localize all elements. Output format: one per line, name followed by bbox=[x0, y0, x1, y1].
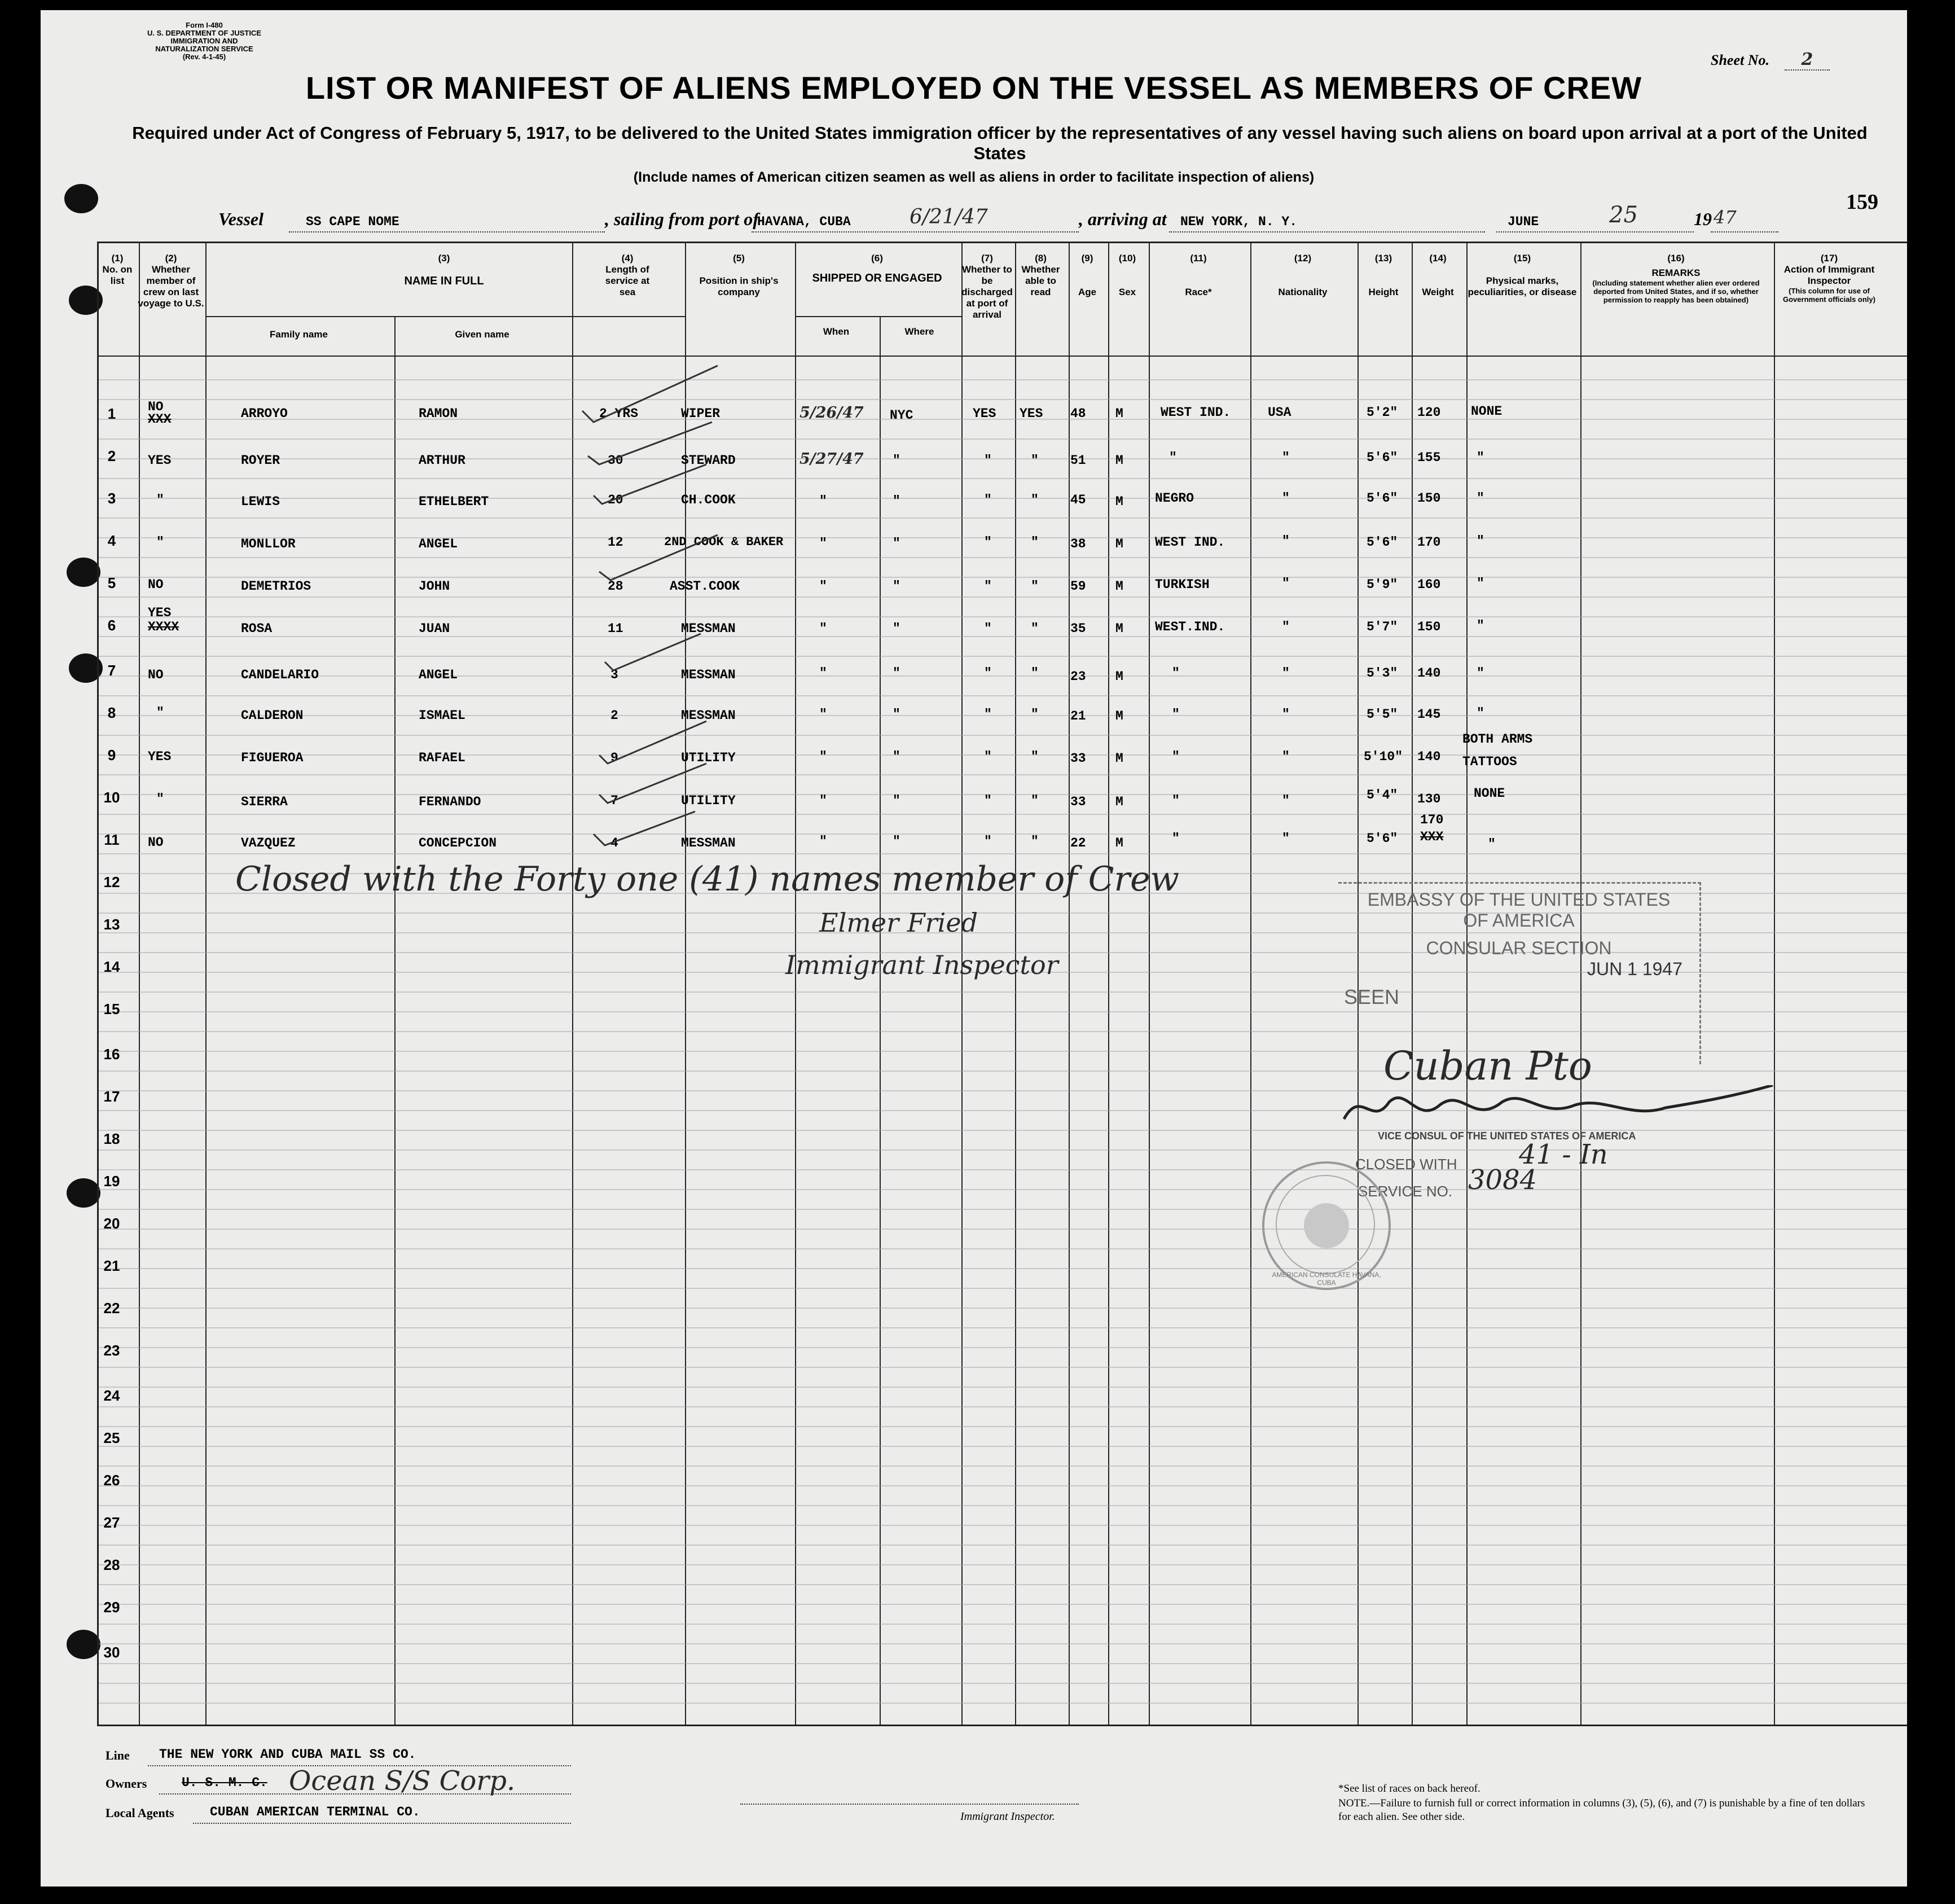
cell-discharged: " bbox=[984, 493, 992, 507]
cell-service: 7 bbox=[610, 793, 618, 808]
cell-position: MESSMAN bbox=[681, 668, 736, 682]
cell-able-to-read: " bbox=[1031, 621, 1039, 636]
cell-physical-marks: NONE bbox=[1471, 404, 1503, 419]
handwritten-inspector-name: Elmer Fried bbox=[819, 907, 978, 938]
cell-discharged: " bbox=[984, 621, 992, 636]
cell-where: " bbox=[893, 494, 900, 508]
cell-sex: M bbox=[1115, 669, 1123, 684]
cell-when: " bbox=[819, 793, 827, 808]
cell-height: 5'6" bbox=[1367, 491, 1398, 506]
cell-height: 5'4" bbox=[1367, 788, 1398, 802]
header-weight: (14) Weight bbox=[1422, 253, 1454, 297]
cell-when: " bbox=[819, 536, 827, 551]
cell-able-to-read: " bbox=[1031, 535, 1039, 550]
embassy-stamp bbox=[1338, 882, 1701, 1064]
cell-service: 2 bbox=[610, 708, 618, 723]
cell-nationality: " bbox=[1282, 534, 1290, 549]
cell-prev-voyage: NO bbox=[148, 835, 164, 850]
cell-family-name: ROYER bbox=[241, 453, 280, 468]
cell-weight: 145 bbox=[1417, 707, 1441, 722]
cell-physical-marks: " bbox=[1488, 837, 1496, 852]
check-marks bbox=[571, 349, 763, 857]
page-subtitle: Required under Act of Congress of February 5, 1917, to be delivered to the United States immigration officer by the representatives of any vessel having such aliens on board upon arrival at a port of the United States bbox=[132, 123, 1868, 163]
cell-age: 33 bbox=[1070, 795, 1086, 809]
row-number: 4 bbox=[107, 532, 116, 549]
cell-where: " bbox=[893, 536, 900, 551]
cell-when: " bbox=[819, 749, 827, 764]
cell-service: 3 bbox=[610, 668, 618, 682]
cell-discharged: " bbox=[984, 793, 992, 808]
cell-position: WIPER bbox=[681, 406, 721, 421]
row-number: 29 bbox=[103, 1599, 120, 1616]
cell-age: 51 bbox=[1070, 453, 1086, 468]
header-remarks: (16) REMARKS (Including statement whether alien ever ordered deported from United States, and if so, whether permission to reapply has been obtained) bbox=[1592, 253, 1760, 304]
service-note: 41 - In bbox=[1519, 1139, 1608, 1170]
cell-able-to-read: " bbox=[1031, 834, 1039, 849]
binder-hole bbox=[67, 558, 100, 587]
cell-physical-marks: BOTH ARMS TATTOOS bbox=[1462, 732, 1533, 769]
cell-height: 5'9" bbox=[1367, 577, 1398, 592]
cell-age: 45 bbox=[1070, 493, 1086, 507]
row-number: 19 bbox=[103, 1173, 120, 1190]
header-name-in-full: (3) NAME IN FULL bbox=[404, 253, 484, 287]
cell-position: UTILITY bbox=[681, 793, 736, 808]
row-number: 25 bbox=[103, 1429, 120, 1446]
page-number-stamp: 159 bbox=[1846, 190, 1878, 214]
cell-able-to-read: YES bbox=[1020, 406, 1043, 421]
cell-when: 5/27/47 bbox=[799, 450, 864, 468]
cell-where: NYC bbox=[890, 408, 913, 423]
cell-age: 59 bbox=[1070, 579, 1086, 594]
header-age: (9) Age bbox=[1078, 253, 1097, 297]
cell-family-name: DEMETRIOS bbox=[241, 579, 311, 594]
cell-height: 5'5" bbox=[1367, 707, 1398, 722]
cell-discharged: " bbox=[984, 749, 992, 764]
cell-able-to-read: " bbox=[1031, 666, 1039, 681]
cell-given-name: ARTHUR bbox=[419, 453, 465, 468]
header-able-to-read: (8) Whether able to read bbox=[1021, 253, 1060, 297]
vessel-name: SS CAPE NOME bbox=[306, 214, 399, 229]
cell-discharged: " bbox=[984, 535, 992, 550]
cell-given-name: CONCEPCION bbox=[419, 836, 497, 850]
cell-family-name: CANDELARIO bbox=[241, 668, 319, 682]
cell-prev-voyage: " bbox=[156, 705, 164, 720]
header-discharged: (7) Whether to be discharged at port of arrival bbox=[961, 253, 1013, 320]
cell-nationality: " bbox=[1282, 576, 1290, 591]
cell-nationality: " bbox=[1282, 707, 1290, 722]
cell-weight: 170 bbox=[1417, 535, 1441, 550]
header-given-name: Given name bbox=[455, 329, 509, 340]
header-length-of-service: (4) Length of service at sea bbox=[605, 253, 650, 297]
cell-given-name: ANGEL bbox=[419, 537, 458, 551]
cell-weight: 150 bbox=[1417, 620, 1441, 634]
sailing-label: , sailing from port of bbox=[605, 209, 759, 229]
cell-nationality: " bbox=[1282, 831, 1290, 846]
cell-physical-marks: " bbox=[1477, 576, 1484, 591]
local-agents-value: CUBAN AMERICAN TERMINAL CO. bbox=[210, 1805, 420, 1819]
header-race: (11) Race* bbox=[1185, 253, 1212, 297]
manifest-page bbox=[41, 10, 1907, 1887]
cell-nationality: " bbox=[1282, 620, 1290, 634]
embassy-seen: SEEN bbox=[1344, 985, 1400, 1008]
row-number: 14 bbox=[103, 958, 120, 975]
local-agents-label: Local Agents bbox=[106, 1806, 174, 1820]
arriving-label: , arriving at bbox=[1079, 209, 1167, 229]
header-when: When bbox=[823, 326, 850, 337]
cell-sex: M bbox=[1115, 621, 1123, 636]
cell-able-to-read: " bbox=[1031, 749, 1039, 764]
cell-given-name: FERNANDO bbox=[419, 795, 481, 809]
cell-sex: M bbox=[1115, 453, 1123, 468]
cell-nationality: " bbox=[1282, 491, 1290, 506]
row-number: 5 bbox=[107, 574, 116, 591]
cell-race: WEST IND. bbox=[1155, 535, 1225, 550]
row-number: 8 bbox=[107, 704, 116, 721]
row-number: 24 bbox=[103, 1387, 120, 1404]
cell-able-to-read: " bbox=[1031, 493, 1039, 507]
binder-hole bbox=[64, 184, 98, 213]
header-where: Where bbox=[904, 326, 934, 337]
cell-age: 33 bbox=[1070, 751, 1086, 766]
cell-weight: 140 bbox=[1417, 749, 1441, 764]
cell-where: " bbox=[893, 749, 900, 764]
cell-when: " bbox=[819, 707, 827, 722]
cell-race: " bbox=[1172, 793, 1180, 808]
cell-position: CH.COOK bbox=[681, 493, 736, 507]
cell-when: " bbox=[819, 579, 827, 594]
arrival-month: JUNE bbox=[1508, 214, 1539, 229]
row-number: 11 bbox=[104, 831, 120, 848]
cell-where: " bbox=[893, 793, 900, 808]
cell-where: " bbox=[893, 707, 900, 722]
cell-given-name: RAFAEL bbox=[419, 751, 465, 765]
cell-discharged: " bbox=[984, 453, 992, 468]
cell-nationality: " bbox=[1282, 749, 1290, 764]
cell-family-name: CALDERON bbox=[241, 708, 304, 723]
cell-family-name: ARROYO bbox=[241, 406, 288, 421]
cell-where: " bbox=[893, 621, 900, 636]
cell-weight-struck: XXX bbox=[1420, 830, 1444, 844]
cell-where: " bbox=[893, 834, 900, 849]
seal-text: AMERICAN CONSULATE HAVANA, CUBA bbox=[1272, 1271, 1381, 1287]
cell-service: 11 bbox=[608, 621, 623, 636]
cell-prev-voyage: " bbox=[156, 535, 164, 550]
cell-height: 5'3" bbox=[1367, 666, 1398, 681]
cell-prev-voyage: YES bbox=[148, 606, 172, 620]
owners-value-struck: U. S. M. C. bbox=[182, 1775, 267, 1790]
owners-value-handwritten: Ocean S/S Corp. bbox=[289, 1765, 516, 1797]
cell-prev-voyage: NO bbox=[148, 668, 164, 682]
cell-given-name: ISMAEL bbox=[419, 708, 465, 723]
row-number: 1 bbox=[107, 405, 116, 422]
cell-prev-voyage: " bbox=[156, 792, 164, 806]
cell-sex: M bbox=[1115, 795, 1123, 809]
cell-height: 5'6" bbox=[1367, 450, 1398, 465]
cell-when: " bbox=[819, 621, 827, 636]
row-number: 30 bbox=[103, 1644, 120, 1661]
cell-age: 21 bbox=[1070, 709, 1086, 723]
cell-sex: M bbox=[1115, 751, 1123, 766]
page-title: LIST OR MANIFEST OF ALIENS EMPLOYED ON THE VESSEL AS MEMBERS OF CREW bbox=[305, 70, 1642, 106]
cell-race: " bbox=[1172, 707, 1180, 722]
cell-discharged: " bbox=[984, 579, 992, 594]
service-no-label: SERVICE NO. bbox=[1358, 1183, 1453, 1200]
cell-sex: M bbox=[1115, 494, 1123, 509]
row-number: 28 bbox=[103, 1556, 120, 1573]
cell-race: TURKISH bbox=[1155, 577, 1210, 592]
cell-age: 35 bbox=[1070, 621, 1086, 636]
cell-weight: 150 bbox=[1417, 491, 1441, 506]
header-last-voyage: (2) Whether member of crew on last voyage to U.S. bbox=[138, 253, 204, 309]
line-value: THE NEW YORK AND CUBA MAIL SS CO. bbox=[159, 1747, 416, 1762]
cell-weight: 140 bbox=[1417, 666, 1441, 681]
footnote-races: *See list of races on back hereof. bbox=[1338, 1783, 1480, 1795]
cell-race: WEST.IND. bbox=[1155, 620, 1225, 634]
cell-when: " bbox=[819, 834, 827, 849]
service-no-value: 3084 bbox=[1468, 1164, 1537, 1196]
cell-when: 5/26/47 bbox=[799, 404, 864, 422]
cell-weight: 170 bbox=[1420, 813, 1444, 827]
cell-where: " bbox=[893, 666, 900, 681]
header-sex: (10) Sex bbox=[1118, 253, 1136, 297]
cell-sex: M bbox=[1115, 709, 1123, 723]
cell-service: 4 bbox=[610, 836, 618, 850]
cell-height: 5'2" bbox=[1367, 405, 1398, 420]
cell-discharged: " bbox=[984, 666, 992, 681]
cell-family-name: MONLLOR bbox=[241, 537, 296, 551]
cell-given-name: ETHELBERT bbox=[419, 494, 489, 509]
header-no-on-list: (1) No. on list bbox=[102, 253, 133, 286]
cell-position: ASST.COOK bbox=[670, 579, 740, 594]
cell-prev-voyage: YES bbox=[148, 453, 172, 468]
header-inspector-action: (17) Action of Immigrant Inspector (This column for use of Government officials only) bbox=[1783, 253, 1875, 304]
cell-given-name: JOHN bbox=[419, 579, 450, 594]
cell-family-name: VAZQUEZ bbox=[241, 836, 296, 850]
immigrant-inspector-label: Immigrant Inspector. bbox=[960, 1810, 1055, 1823]
header-nationality: (12) Nationality bbox=[1278, 253, 1328, 297]
cell-height: 5'6" bbox=[1367, 535, 1398, 550]
header-position: (5) Position in ship's company bbox=[699, 253, 779, 297]
year-prefix: 19 bbox=[1694, 209, 1712, 229]
cell-nationality: " bbox=[1282, 793, 1290, 808]
seal-eagle-icon bbox=[1304, 1203, 1349, 1248]
cell-race: WEST IND. bbox=[1161, 405, 1231, 420]
handwritten-closing-note: Closed with the Forty one (41) names member of Crew bbox=[235, 859, 1180, 899]
cell-race: " bbox=[1169, 450, 1177, 465]
row-number: 3 bbox=[107, 490, 116, 507]
cell-when: " bbox=[819, 666, 827, 681]
cell-weight: 155 bbox=[1417, 450, 1441, 465]
row-number: 21 bbox=[103, 1257, 120, 1274]
cell-weight: 130 bbox=[1417, 792, 1441, 806]
cell-sex: M bbox=[1115, 537, 1123, 551]
cell-when: " bbox=[819, 494, 827, 508]
cell-able-to-read: " bbox=[1031, 793, 1039, 808]
year-suffix: 47 bbox=[1714, 207, 1737, 228]
cell-service: 30 bbox=[608, 453, 623, 468]
cell-family-name: LEWIS bbox=[241, 494, 280, 509]
row-number: 23 bbox=[103, 1342, 120, 1359]
cell-age: 38 bbox=[1070, 537, 1086, 551]
embassy-line-2: OF AMERICA bbox=[1463, 910, 1575, 931]
cell-able-to-read: " bbox=[1031, 579, 1039, 594]
form-identifier: Form I-480 U. S. DEPARTMENT OF JUSTICE IMMIGRATION AND NATURALIZATION SERVICE (Rev. 4-1-45) bbox=[147, 21, 261, 61]
cell-age: 23 bbox=[1070, 669, 1086, 684]
cell-service: 28 bbox=[608, 579, 623, 594]
binder-hole bbox=[67, 1178, 100, 1208]
cell-given-name: JUAN bbox=[419, 621, 450, 636]
row-number: 2 bbox=[107, 448, 116, 464]
cell-family-name: FIGUEROA bbox=[241, 751, 304, 765]
line-label: Line bbox=[106, 1748, 130, 1762]
sailing-port: HAVANA, CUBA bbox=[757, 214, 851, 229]
row-number: 22 bbox=[103, 1300, 120, 1317]
row-number: 16 bbox=[103, 1046, 120, 1063]
binder-hole bbox=[67, 1630, 100, 1659]
cell-service: 20 bbox=[608, 493, 623, 507]
cell-age: 48 bbox=[1070, 406, 1086, 421]
consulate-seal bbox=[1262, 1161, 1391, 1290]
row-number: 27 bbox=[103, 1514, 120, 1531]
cell-service: 12 bbox=[608, 535, 623, 550]
cell-prev-voyage: " bbox=[156, 493, 164, 507]
cell-physical-marks: " bbox=[1477, 666, 1484, 681]
header-family-name: Family name bbox=[270, 329, 328, 340]
cell-position: MESSMAN bbox=[681, 708, 736, 723]
row-number: 10 bbox=[103, 789, 120, 806]
cell-physical-marks: " bbox=[1477, 618, 1484, 633]
row-number: 7 bbox=[107, 662, 116, 679]
cell-sex: M bbox=[1115, 406, 1123, 421]
vessel-label: Vessel bbox=[218, 209, 263, 229]
vice-consul-label: VICE CONSUL OF THE UNITED STATES OF AMERICA bbox=[1378, 1130, 1636, 1142]
cell-nationality: " bbox=[1282, 450, 1290, 465]
cell-given-name: RAMON bbox=[419, 406, 458, 421]
header-shipped-engaged: (6) SHIPPED OR ENGAGED bbox=[812, 253, 942, 284]
cell-race: " bbox=[1172, 749, 1180, 764]
cell-position: 2ND COOK & BAKER bbox=[664, 535, 784, 549]
cell-age: 22 bbox=[1070, 836, 1086, 850]
signature-scrawl bbox=[1338, 1085, 1778, 1130]
footnote-penalty: NOTE.—Failure to furnish full or correct information in columns (3), (5), (6), and (7) is punishable by a fine of ten dollars for each alien. See other side. bbox=[1338, 1797, 1865, 1823]
row-number: 13 bbox=[103, 916, 120, 933]
cell-physical-marks: " bbox=[1477, 534, 1484, 549]
cell-position: MESSMAN bbox=[681, 621, 736, 636]
embassy-line-1: EMBASSY OF THE UNITED STATES bbox=[1367, 889, 1671, 910]
cell-height: 5'6" bbox=[1367, 831, 1398, 846]
cell-prev-voyage: NO bbox=[148, 577, 164, 592]
handwritten-inspector-title: Immigrant Inspector bbox=[785, 950, 1058, 980]
cell-position: MESSMAN bbox=[681, 836, 736, 850]
cell-where: " bbox=[893, 453, 900, 468]
cell-able-to-read: " bbox=[1031, 707, 1039, 722]
cell-discharged: " bbox=[984, 707, 992, 722]
cell-prev-voyage: NO bbox=[148, 400, 164, 414]
cell-race: NEGRO bbox=[1155, 491, 1194, 506]
row-number: 15 bbox=[103, 1001, 120, 1017]
row-number: 18 bbox=[103, 1130, 120, 1147]
row-number: 20 bbox=[103, 1215, 120, 1232]
cell-family-name: SIERRA bbox=[241, 795, 288, 809]
header-physical-marks: (15) Physical marks, peculiarities, or disease bbox=[1468, 253, 1577, 297]
cell-sex: M bbox=[1115, 579, 1123, 594]
cell-where: " bbox=[893, 579, 900, 594]
cell-weight: 160 bbox=[1417, 577, 1441, 592]
cell-discharged: YES bbox=[973, 406, 996, 421]
header-height: (13) Height bbox=[1368, 253, 1399, 297]
page-subtitle-note: (Include names of American citizen seamen as well as aliens in order to facilitate inspection of aliens) bbox=[633, 169, 1315, 185]
row-number: 9 bbox=[107, 747, 116, 764]
cell-nationality: USA bbox=[1268, 405, 1291, 420]
arrival-port: NEW YORK, N. Y. bbox=[1180, 214, 1298, 229]
row-number: 17 bbox=[103, 1088, 120, 1105]
cell-prev-voyage-struck: XXX bbox=[148, 412, 172, 427]
sheet-number: Sheet No. 2 bbox=[1711, 50, 1830, 69]
cell-position: UTILITY bbox=[681, 751, 736, 765]
row-number: 12 bbox=[103, 874, 120, 890]
cell-race: " bbox=[1172, 666, 1180, 681]
row-number: 26 bbox=[103, 1472, 120, 1489]
cell-prev-voyage: YES bbox=[148, 749, 172, 764]
cell-height: 5'10" bbox=[1364, 749, 1403, 764]
cell-given-name: ANGEL bbox=[419, 668, 458, 682]
cell-position: STEWARD bbox=[681, 453, 736, 468]
cell-weight: 120 bbox=[1417, 405, 1441, 420]
cell-race: " bbox=[1172, 831, 1180, 846]
cell-physical-marks: " bbox=[1477, 491, 1484, 506]
handwritten-cuban-note: Cuban Pto bbox=[1383, 1043, 1592, 1089]
embassy-date: JUN 1 1947 bbox=[1587, 959, 1682, 979]
cell-physical-marks: NONE bbox=[1474, 786, 1505, 801]
cell-physical-marks: " bbox=[1477, 706, 1484, 721]
embassy-line-3: CONSULAR SECTION bbox=[1426, 938, 1612, 958]
arrival-day: 25 bbox=[1609, 202, 1638, 228]
cell-height: 5'7" bbox=[1367, 620, 1398, 634]
cell-family-name: ROSA bbox=[241, 621, 273, 636]
cell-prev-voyage-struck: XXXX bbox=[148, 620, 179, 634]
row-number: 6 bbox=[107, 617, 116, 634]
cell-physical-marks: " bbox=[1477, 450, 1484, 465]
owners-label: Owners bbox=[106, 1776, 147, 1791]
cell-service: 9 bbox=[610, 751, 618, 765]
cell-service: 2 YRS bbox=[599, 406, 639, 421]
closed-with-label: CLOSED WITH bbox=[1355, 1156, 1457, 1173]
sailing-date: 6/21/47 bbox=[910, 205, 988, 229]
cell-sex: M bbox=[1115, 836, 1123, 850]
cell-able-to-read: " bbox=[1031, 453, 1039, 468]
cell-discharged: " bbox=[984, 834, 992, 849]
cell-nationality: " bbox=[1282, 666, 1290, 681]
